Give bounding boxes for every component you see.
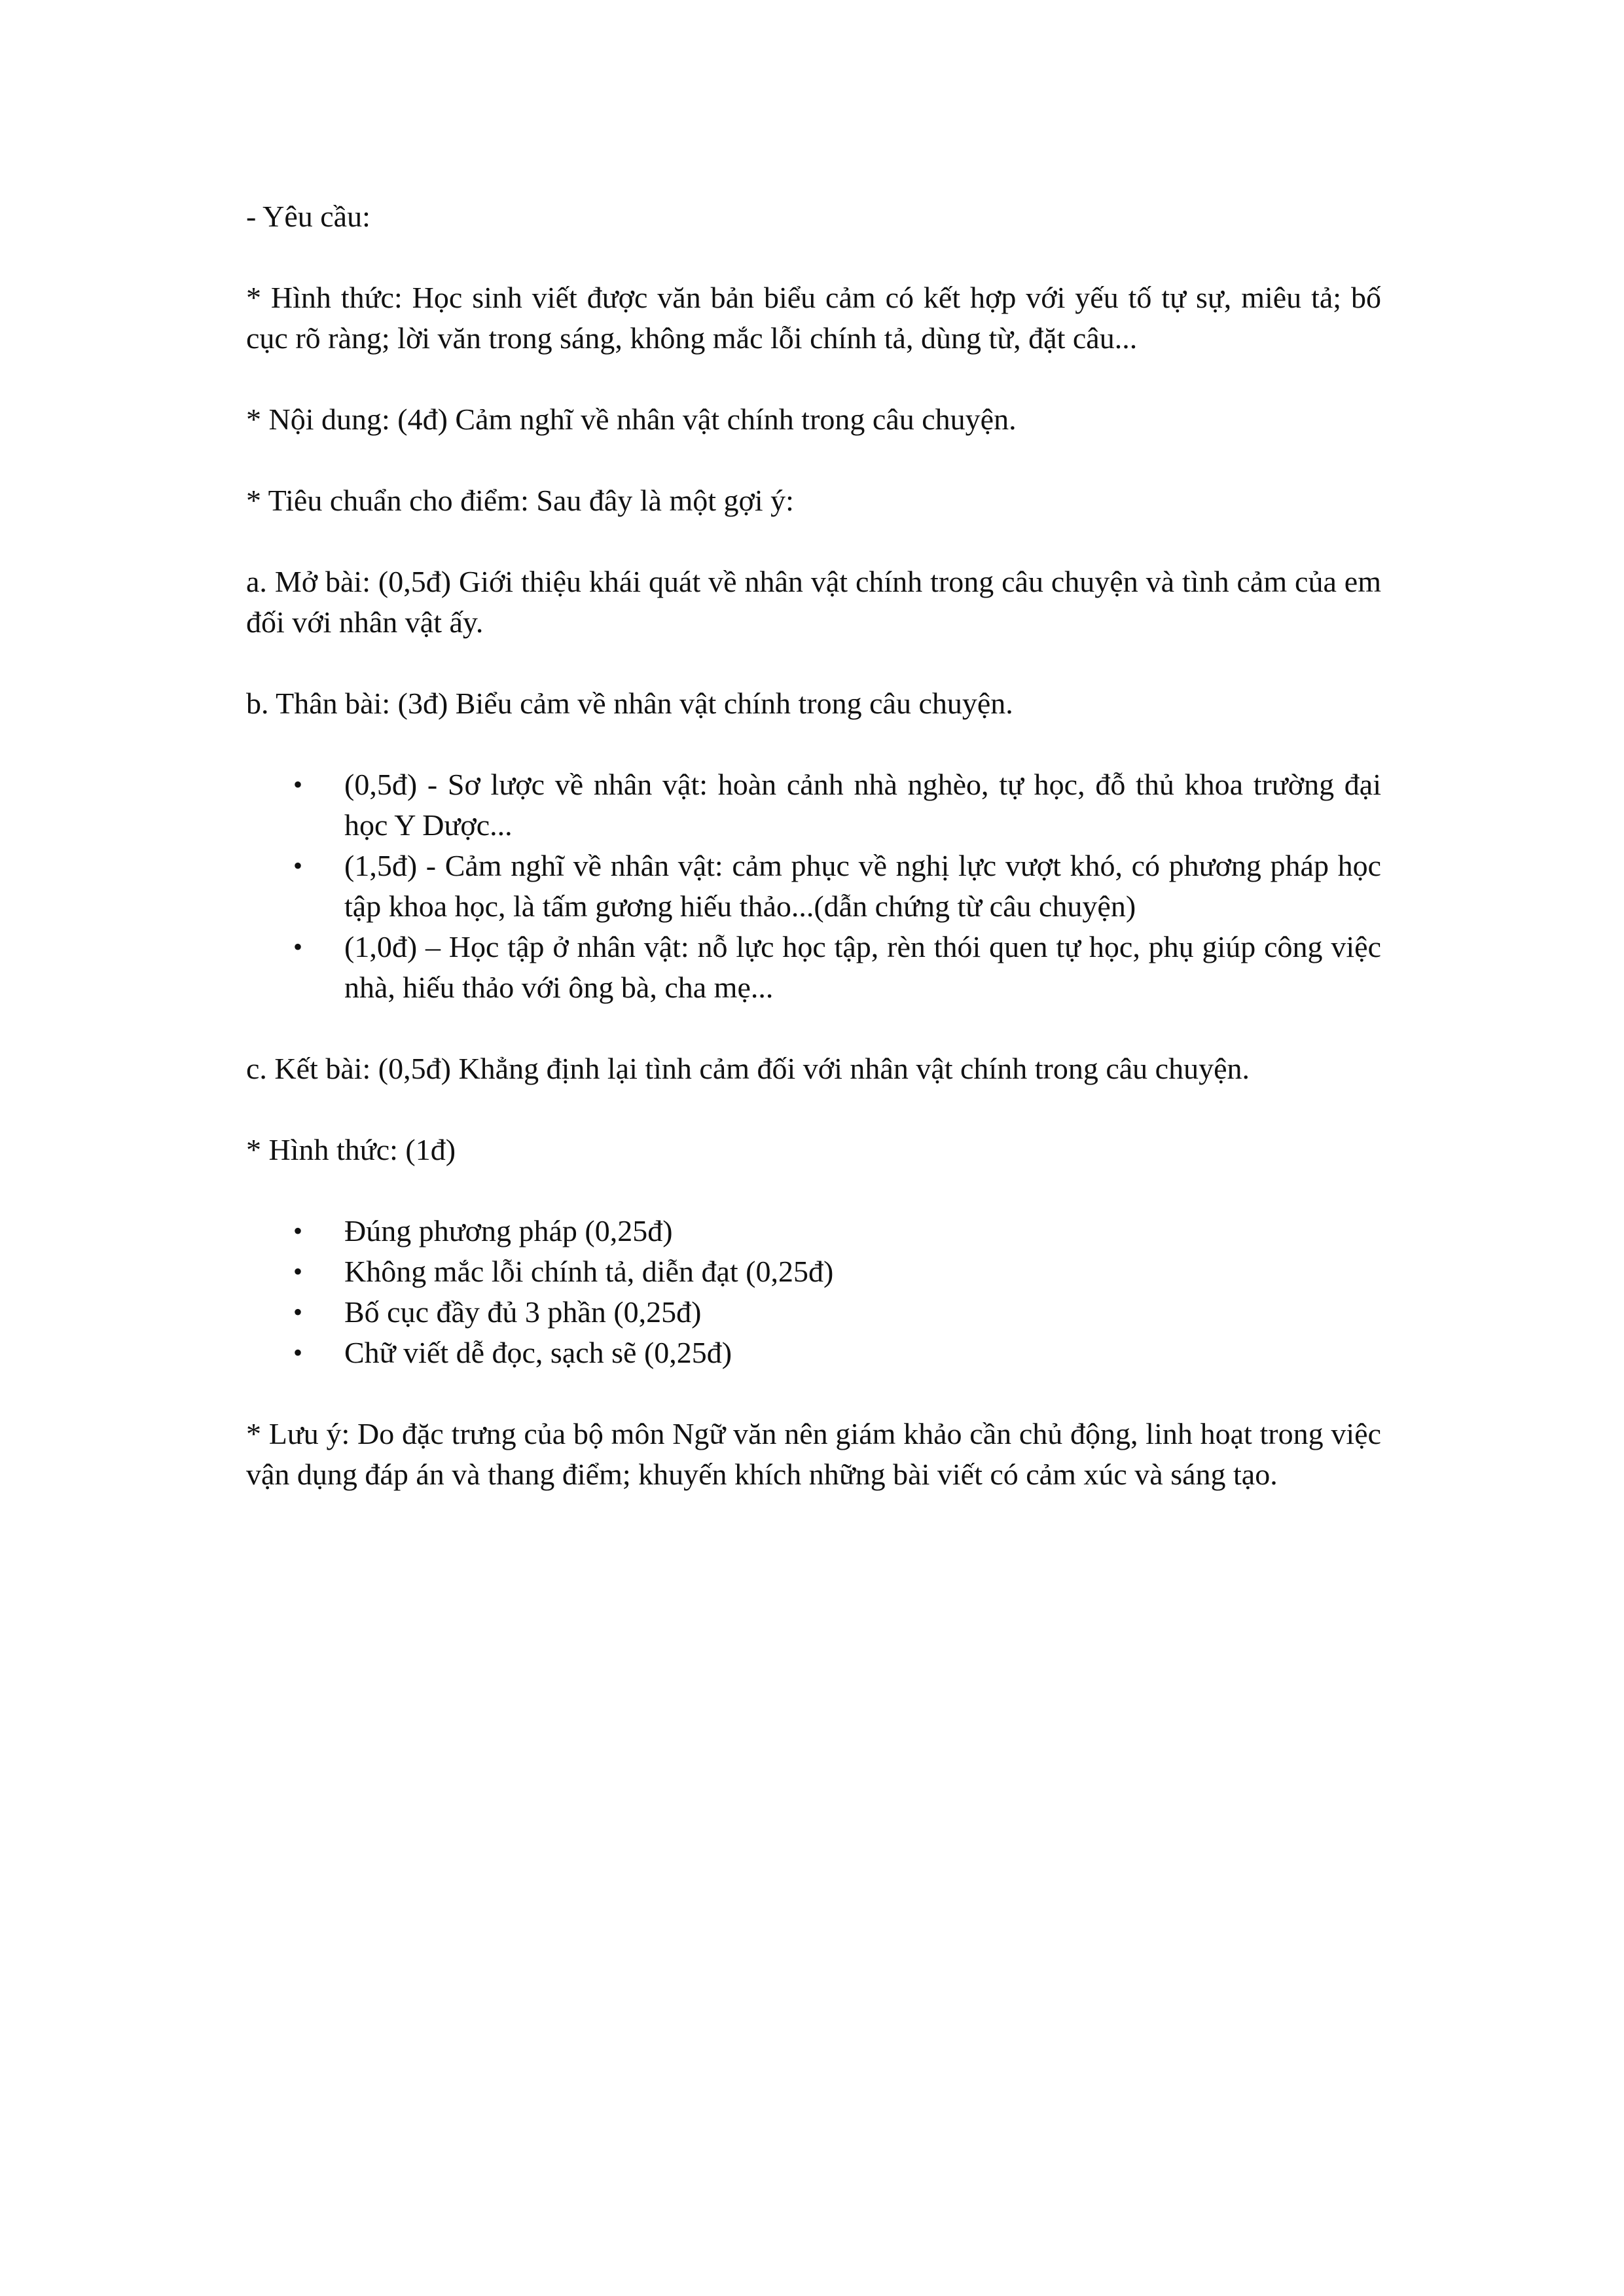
body-heading: b. Thân bài: (3đ) Biểu cảm về nhân vật chính trong câu chuyện. (246, 687, 1013, 720)
list-item-text: Đúng phương pháp (0,25đ) (344, 1214, 673, 1247)
conclusion-section: c. Kết bài: (0,5đ) Khẳng định lại tình cảm đối với nhân vật chính trong câu chuyện. (246, 1052, 1250, 1085)
bullet-icon: • (293, 932, 303, 961)
bullet-icon: • (293, 851, 303, 880)
opening-section: a. Mở bài: (0,5đ) Giới thiệu khái quát về nhân vật chính trong câu chuyện và tình cảm của em đối với nhân vật ấy. (246, 565, 1381, 639)
bullet-icon: • (293, 1297, 303, 1327)
list-item-text: (1,5đ) - Cảm nghĩ về nhân vật: cảm phục về nghị lực vượt khó, có phương pháp học tập khoa học, là tấm gương hiếu thảo...(dẫn chứng từ câu chuyện) (344, 849, 1381, 923)
list-item-text: Chữ viết dễ đọc, sạch sẽ (0,25đ) (344, 1336, 732, 1369)
list-item (293, 1211, 1381, 1251)
list-item-text: Bố cục đầy đủ 3 phần (0,25đ) (344, 1295, 702, 1329)
list-item (293, 1333, 1381, 1373)
requirement-heading: - Yêu cầu: (246, 200, 370, 233)
bullet-icon: • (293, 1338, 303, 1367)
list-item (293, 846, 1381, 927)
note-section: * Lưu ý: Do đặc trưng của bộ môn Ngữ văn nên giám khảo cần chủ động, linh hoạt trong việc vận dụng đáp án và thang điểm; khuyến khích những bài viết có cảm xúc và sáng tạo. (246, 1417, 1381, 1491)
list-item (293, 1251, 1381, 1292)
list-item-text: (0,5đ) - Sơ lược về nhân vật: hoàn cảnh nhà nghèo, tự học, đỗ thủ khoa trường đại học Y Dược... (344, 768, 1381, 842)
body-points-list (246, 764, 1381, 1008)
list-item (293, 764, 1381, 846)
scoring-criteria: * Tiêu chuẩn cho điểm: Sau đây là một gợi ý: (246, 484, 794, 517)
bullet-icon: • (293, 1257, 303, 1286)
bullet-icon: • (293, 770, 303, 799)
content-requirement: * Nội dung: (4đ) Cảm nghĩ về nhân vật chính trong câu chuyện. (246, 403, 1017, 436)
list-item-text: (1,0đ) – Học tập ở nhân vật: nỗ lực học tập, rèn thói quen tự học, phụ giúp công việc nhà, hiếu thảo với ông bà, cha mẹ... (344, 930, 1381, 1004)
form-score-heading: * Hình thức: (1đ) (246, 1133, 456, 1166)
form-requirement: * Hình thức: Học sinh viết được văn bản biểu cảm có kết hợp với yếu tố tự sự, miêu tả; bố cục rõ ràng; lời văn trong sáng, không mắc lỗi chính tả, dùng từ, đặt câu... (246, 281, 1381, 355)
list-item-text: Không mắc lỗi chính tả, diễn đạt (0,25đ) (344, 1255, 834, 1288)
document-page (246, 196, 1381, 1535)
list-item (293, 927, 1381, 1008)
list-item (293, 1292, 1381, 1333)
form-points-list (246, 1211, 1381, 1373)
bullet-icon: • (293, 1216, 303, 1246)
